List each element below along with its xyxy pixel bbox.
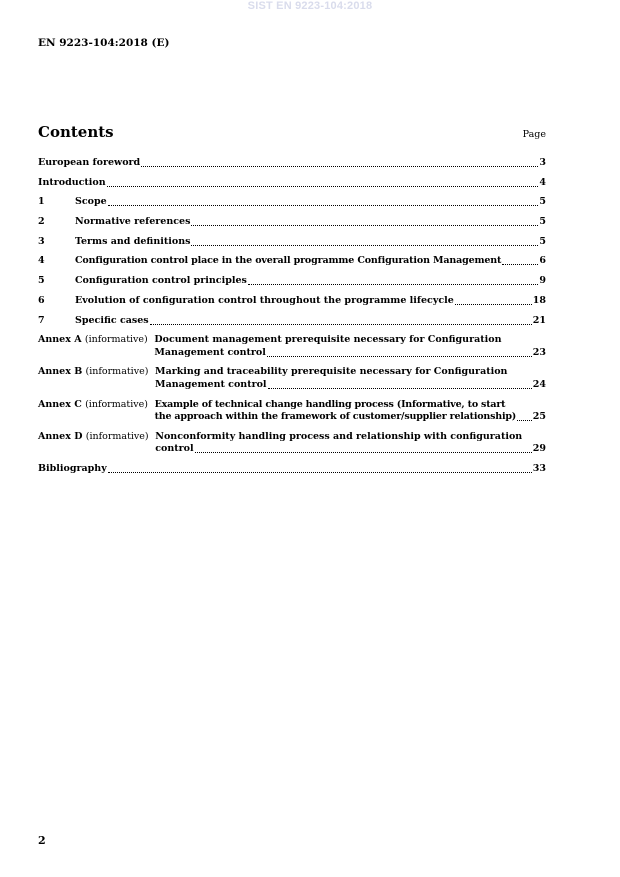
toc-entry-page: 24: [532, 378, 546, 390]
annex-title-line2: the approach within the framework of customer/supplier relationship) 25: [154, 411, 546, 423]
toc-entry-page: 9: [539, 275, 546, 287]
watermark: SIST EN 9223-104:2018: [247, 0, 373, 12]
annex-label: Annex B (informative): [38, 366, 149, 378]
toc-entry-page: 29: [532, 443, 546, 455]
dot-leader: [267, 356, 532, 357]
toc-entry-title: European foreword: [38, 157, 141, 168]
dot-leader: [195, 452, 532, 453]
toc-entry-number: 3: [38, 235, 45, 247]
annex-title-line1: Nonconformity handling process and relationship with configuration: [155, 430, 523, 442]
annex-type: (informative): [85, 366, 149, 378]
dot-leader: [108, 205, 539, 206]
dot-leader: [191, 225, 538, 226]
toc-entry-configuration-control-place[interactable]: [38, 255, 546, 268]
dot-leader: [502, 264, 538, 265]
document-id: EN 9223-104:2018 (E): [38, 37, 170, 49]
toc-entry-title: Configuration control place in the overall programme Configuration Management: [75, 255, 502, 267]
toc-entry-page: 18: [532, 294, 546, 306]
toc-entry-title: Bibliography: [38, 462, 107, 474]
toc-entry-page: 3: [539, 157, 546, 168]
annex-title-line1: Marking and traceability prerequisite necessary for Configuration: [155, 366, 508, 378]
dot-leader: [141, 166, 538, 167]
toc-entry-title: Terms and definitions: [75, 235, 191, 247]
toc-entry-page: 23: [532, 346, 546, 358]
toc-entry-scope[interactable]: [38, 196, 546, 209]
annex-type: (informative): [85, 398, 148, 410]
toc-annex-c[interactable]: [38, 399, 546, 424]
dot-leader: [150, 324, 532, 325]
dot-leader: [191, 245, 538, 246]
toc-entry-normative-references[interactable]: [38, 216, 546, 229]
dot-leader: [517, 420, 532, 421]
toc-entry-number: 1: [38, 196, 45, 208]
toc-entry-bibliography[interactable]: [38, 463, 546, 476]
toc-entry-foreword[interactable]: [38, 157, 546, 170]
toc-entry-number: 7: [38, 314, 45, 326]
toc-entry-page: 25: [532, 411, 546, 423]
annex-title-line2: Management control 23: [154, 346, 546, 358]
toc-entry-configuration-control-principles[interactable]: [38, 275, 546, 288]
annex-title-line2: Management control 24: [155, 378, 546, 390]
toc-entry-number: 6: [38, 294, 45, 306]
annex-type: (informative): [85, 430, 149, 442]
toc-entry-page: 5: [539, 196, 546, 208]
toc-annex-d[interactable]: [38, 431, 546, 456]
toc-entry-title: Configuration control principles: [75, 275, 247, 287]
toc-entry-number: 2: [38, 216, 45, 228]
dot-leader: [248, 284, 539, 285]
annex-label: Annex D (informative): [38, 430, 149, 442]
dot-leader: [107, 186, 539, 187]
page-number: 2: [38, 834, 46, 847]
toc-entry-number: 5: [38, 275, 45, 287]
toc-entry-page: 5: [539, 235, 546, 247]
toc-entry-page: 5: [539, 216, 546, 228]
annex-title-line2: control 29: [155, 443, 546, 455]
toc-entry-page: 6: [539, 255, 546, 267]
toc-entry-title: Scope: [75, 196, 107, 208]
toc-entry-title: Specific cases: [75, 314, 149, 326]
toc-annex-b[interactable]: [38, 366, 546, 391]
toc-entry-page: 4: [539, 176, 546, 188]
toc-annex-a[interactable]: [38, 334, 546, 359]
annex-title-line1: Example of technical change handling process (Informative, to start: [154, 398, 506, 410]
toc-entry-page: 21: [532, 314, 546, 326]
dot-leader: [455, 304, 532, 305]
contents-title: Contents: [38, 123, 114, 141]
toc-entry-specific-cases[interactable]: [38, 315, 546, 328]
table-of-contents: [38, 157, 546, 483]
annex-title-line1: Document management prerequisite necessary for Configuration: [154, 334, 502, 346]
toc-entry-page: 33: [532, 462, 546, 474]
page-column-label: Page: [522, 129, 546, 140]
dot-leader: [268, 388, 532, 389]
toc-entry-introduction[interactable]: [38, 177, 546, 190]
annex-label: Annex A (informative): [38, 334, 148, 346]
annex-label: Annex C (informative): [38, 398, 148, 410]
annex-type: (informative): [84, 334, 148, 346]
dot-leader: [108, 472, 532, 473]
toc-entry-title: Introduction: [38, 176, 106, 188]
toc-entry-title: Normative references: [75, 216, 191, 228]
contents-header: [38, 123, 546, 141]
toc-entry-title: Evolution of configuration control throughout the programme lifecycle: [75, 294, 454, 306]
toc-entry-terms-definitions[interactable]: [38, 236, 546, 249]
toc-entry-evolution-configuration-control[interactable]: [38, 295, 546, 308]
toc-entry-number: 4: [38, 255, 45, 267]
